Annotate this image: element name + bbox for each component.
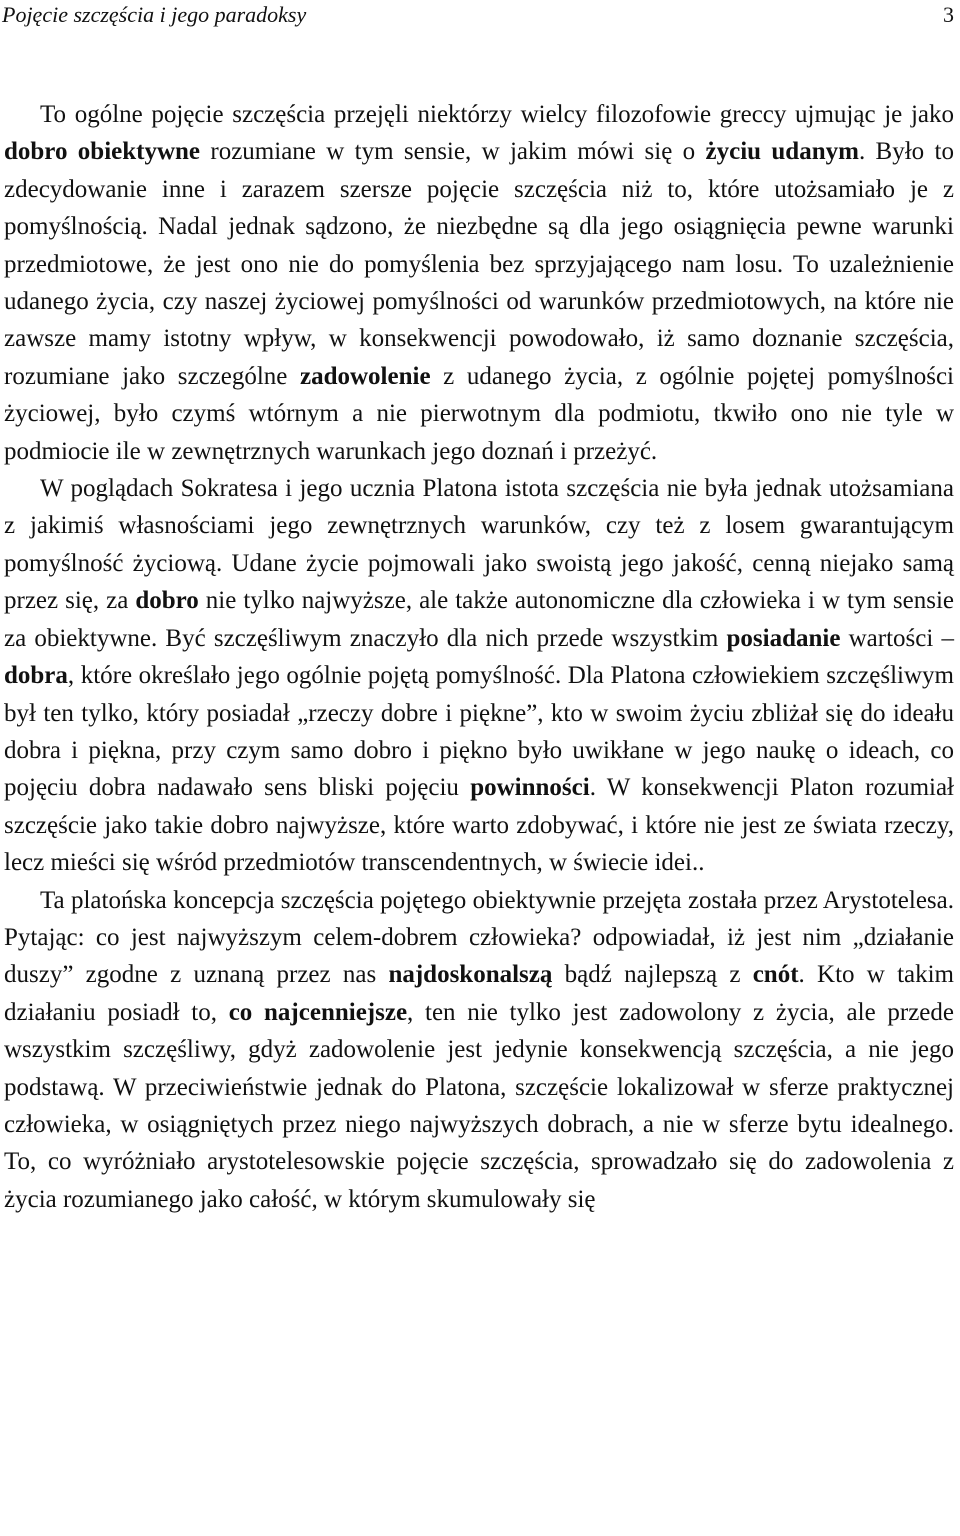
text-span: . Było to zdecydowanie inne i zarazem szersze pojęcie szczęścia niż to, które utożsamiało je z pomyślnością. Nadal jednak sądzono, że niezbędne są dla jego osiągnięcia pewne warunki przedmiotowe, że jest ono nie do pomyślenia bez sprzyjającego nam losu. To uzależnienie udanego życia, czy naszej życiowej pomyślności od warunków przedmiotowych, na które nie zawsze mamy istotny wpływ, w konsekwencji powodowało, iż samo doznanie szczęścia, rozumiane jako szczególne [4, 138, 954, 390]
header-title: Pojęcie szczęścia i jego paradoksy [2, 2, 307, 27]
text-span: wartości – [840, 624, 954, 652]
bold-term: dobra [4, 662, 68, 690]
bold-term: cnót [752, 961, 799, 989]
bold-term: powinności [470, 774, 590, 802]
text-span: rozumiane w tym sensie, w jakim mówi się o [200, 138, 706, 166]
text-span: nie tylko najwyższe, ale także autonomiczne dla człowieka i w tym sensie za obiektywne. Być szczęśliwym znaczyło dla nich przede wszystkim [4, 587, 954, 652]
bold-term: najdoskonalszą [388, 961, 553, 989]
page-header [2, 0, 954, 30]
paragraph [4, 96, 954, 470]
paragraph [4, 470, 954, 881]
text-span: z udanego życia, z ogólnie pojętej pomyślności życiowej, było czymś wtórnym a nie pierwotnym dla podmiotu, tkwiło ono nie tyle w podmiocie ile w zewnętrznych warunkach jego doznań i przeżyć. [4, 362, 955, 465]
paragraph [4, 882, 954, 1219]
page-number: 3 [943, 2, 954, 27]
text-span: . W konsekwencji Platon rozumiał szczęście jako takie dobro najwyższe, które warto zdobywać, i które nie jest ze świata rzeczy, lecz mieści się wśród przedmiotów transcendentnych, w świecie idei.. [4, 774, 954, 877]
bold-term: co najcenniejsze [228, 998, 408, 1026]
text-span: W poglądach Sokratesa i jego ucznia Platona istota szczęścia nie była jednak utożsamiana z jakimiś własnościami jego zewnętrznych warunków, czy też z losem gwarantującym pomyślność życiową. Udane życie pojmowali jako swoistą jego jakość, cenną niejako samą przez się, za [4, 475, 954, 615]
body-text [4, 96, 954, 1218]
text-span: To ogólne pojęcie szczęścia przejęli niektórzy wielcy filozofowie greccy ujmując je jako [40, 101, 954, 128]
bold-term: dobro [135, 587, 199, 615]
text-span: Ta platońska koncepcja szczęścia pojętego obiektywnie przejęta została przez Arystotelesa. Pytając: co jest najwyższym celem-dobrem człowieka? odpowiadał, iż jest nim „działanie duszy” zgodne z uznaną przez nas [4, 886, 954, 989]
bold-term: zadowolenie [300, 362, 431, 390]
bold-term: życiu udanym [705, 138, 859, 166]
text-span: . Kto w takim działaniu posiadł to, [4, 961, 954, 1026]
bold-term: dobro obiektywne [4, 138, 201, 166]
text-span: bądź najlepszą z [552, 961, 753, 989]
text-span: , które określało jego ogólnie pojętą pomyślność. Dla Platona człowiekiem szczęśliwym był ten tylko, który posiadał „rzeczy dobre i piękne”, kto w swoim życiu zbliżał się do ideału dobra i piękna, przy czym samo dobro i piękno było uwikłane w jego naukę o ideach, co pojęciu dobra nadawało sens bliski pojęciu [4, 662, 954, 802]
text-span: , ten nie tylko jest zadowolony z życia, ale przede wszystkim szczęśliwy, gdyż zadowolenie jest jedynie konsekwencją szczęścia, a nie jego podstawą. W przeciwieństwie jednak do Platona, szczęście lokalizował w sferze praktycznej człowieka, w osiągniętych przez niego najwyższych dobrach, a nie w sferze bytu idealnego. To, co wyróżniało arystotelesowskie pojęcie szczęścia, sprowadzało się do zadowolenia z życia rozumianego jako całość, w którym skumulowały się [4, 998, 954, 1213]
bold-term: posiadanie [726, 624, 841, 652]
